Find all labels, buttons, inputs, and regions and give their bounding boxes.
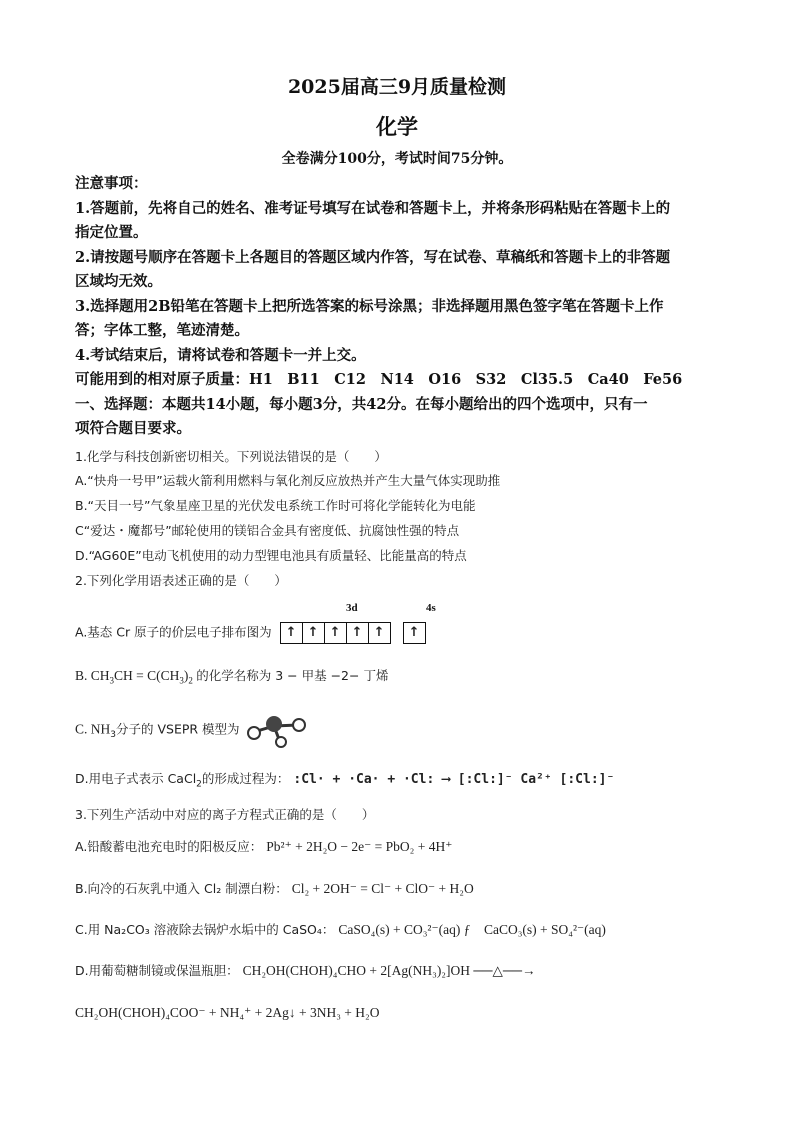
q3-option-d: D.用葡萄糖制镜或保温瓶胆： CH₂OH(CHOH)₄CHO + 2[Ag(NH₃)₂]OH ──△──→ [75,963,536,978]
question-2-stem [75,572,725,590]
q2-a-text: A.基态 Cr 原子的价层电子排布图为 [75,624,272,640]
q3-stem: 3.下列生产活动中对应的离子方程式正确的是（ ） [75,807,375,822]
orbital-box: ↑ [281,623,303,643]
orbital-box: ↑ [408,625,420,640]
section-1a: 一、选择题：本题共14小题，每小题3分，共42分。在每小题给出的四个选项中，只有一 [75,395,648,413]
label-3d: 3d [346,602,358,614]
notes-section [75,172,725,442]
exam-title: 2025届高三9月质量检测 [287,76,507,98]
q1-stem: 1.化学与科技创新密切相关。下列说法错误的是（ ） [75,449,387,464]
note-4: 4.考试结束后，请将试卷和答题卡一并上交。 [75,346,366,364]
q3-option-d-continued: CH₂OH(CHOH)₄COO⁻ + NH₄⁺ + 2Ag↓ + 3NH₃ + H₂O [75,1005,380,1020]
note-2b: 区域均无效。 [75,273,162,290]
q1-option-b: B.“天目一号”气象星座卫星的光伏发电系统工作时可将化学能转化为电能 [75,498,476,513]
vsepr-model-icon [244,712,310,748]
label-4s: 4s [426,602,436,614]
question-1 [75,448,725,565]
section-1b: 项符合题目要求。 [75,420,191,437]
subject-title: 化学 [376,114,418,139]
orbital-4s-box [403,622,426,644]
q3-option-b: B.向冷的石灰乳中通入 Cl₂ 制漂白粉： Cl₂ + 2OH⁻ = Cl⁻ + ClO⁻ + H₂O [75,881,474,896]
note-1b: 指定位置。 [75,224,148,241]
q2-option-d: D.用电子式表示 CaCl$_2$的形成过程为： :Cl· + ·Ca· + ·Cl: ⟶ [:Cl:]⁻ Ca²⁺ [:Cl:]⁻ [75,771,615,790]
note-3b: 答；字体工整，笔迹清楚。 [75,322,249,339]
q3-option-a: A.铅酸蓄电池充电时的阳极反应： Pb²⁺ + 2H₂O − 2e⁻ = PbO₂ + 4H⁺ [75,839,453,854]
q2-option-a [75,622,725,644]
question-3-stem [75,806,725,824]
orbital-box: ↑ [303,623,325,643]
q1-option-d: D.“AG60E”电动飞机使用的动力型锂电池具有质量轻、比能量高的特点 [75,548,467,563]
exam-info: 全卷满分100分，考试时间75分钟。 [281,151,513,167]
q1-option-a: A.“快舟一号甲”运载火箭利用燃料与氧化剂反应放热并产生大量气体实现助推 [75,473,501,488]
q1-option-c: C“爱达・魔都号”邮轮使用的镁铝合金具有密度低、抗腐蚀性强的特点 [75,523,460,538]
electron-dot-formula: :Cl· + ·Ca· + ·Cl: ⟶ [:Cl:]⁻ Ca²⁺ [:Cl:]⁻ [293,772,615,787]
orbital-box: ↑ [325,623,347,643]
orbital-3d-boxes [280,622,391,644]
orbital-box: ↑ [347,623,369,643]
notes-heading: 注意事项： [75,175,148,192]
q3-option-c: C.用 Na₂CO₃ 溶液除去锅炉水垢中的 CaSO₄： CaSO₄(s) + CO₃²⁻(aq) ƒ CaCO₃(s) + SO₄²⁻(aq) [75,922,606,937]
note-3a: 3.选择题用2B铅笔在答题卡上把所选答案的标号涂黑；非选择题用黑色签字笔在答题卡上作 [75,297,664,315]
q2-stem: 2.下列化学用语表述正确的是（ ） [75,573,287,588]
q2-option-c: C. $NH_3$分子的 VSEPR 模型为 [75,712,725,748]
atomic-masses: 可能用到的相对原子质量：H1 B11 C12 N14 O16 S32 Cl35.5 Ca40 Fe56 [75,371,683,388]
note-1a: 1.答题前，先将自己的姓名、准考证号填写在试卷和答题卡上，并将条形码粘贴在答题卡上的 [75,199,671,217]
orbital-box: ↑ [373,625,385,640]
note-2a: 2.请按题号顺序在答题卡上各题目的答题区域内作答，写在试卷、草稿纸和答题卡上的非答题 [75,248,671,266]
q2-option-b: B. $CH_3CH = C(CH_3)_2$ 的化学名称为 3 − 甲基 −2− 丁烯 [75,668,389,686]
